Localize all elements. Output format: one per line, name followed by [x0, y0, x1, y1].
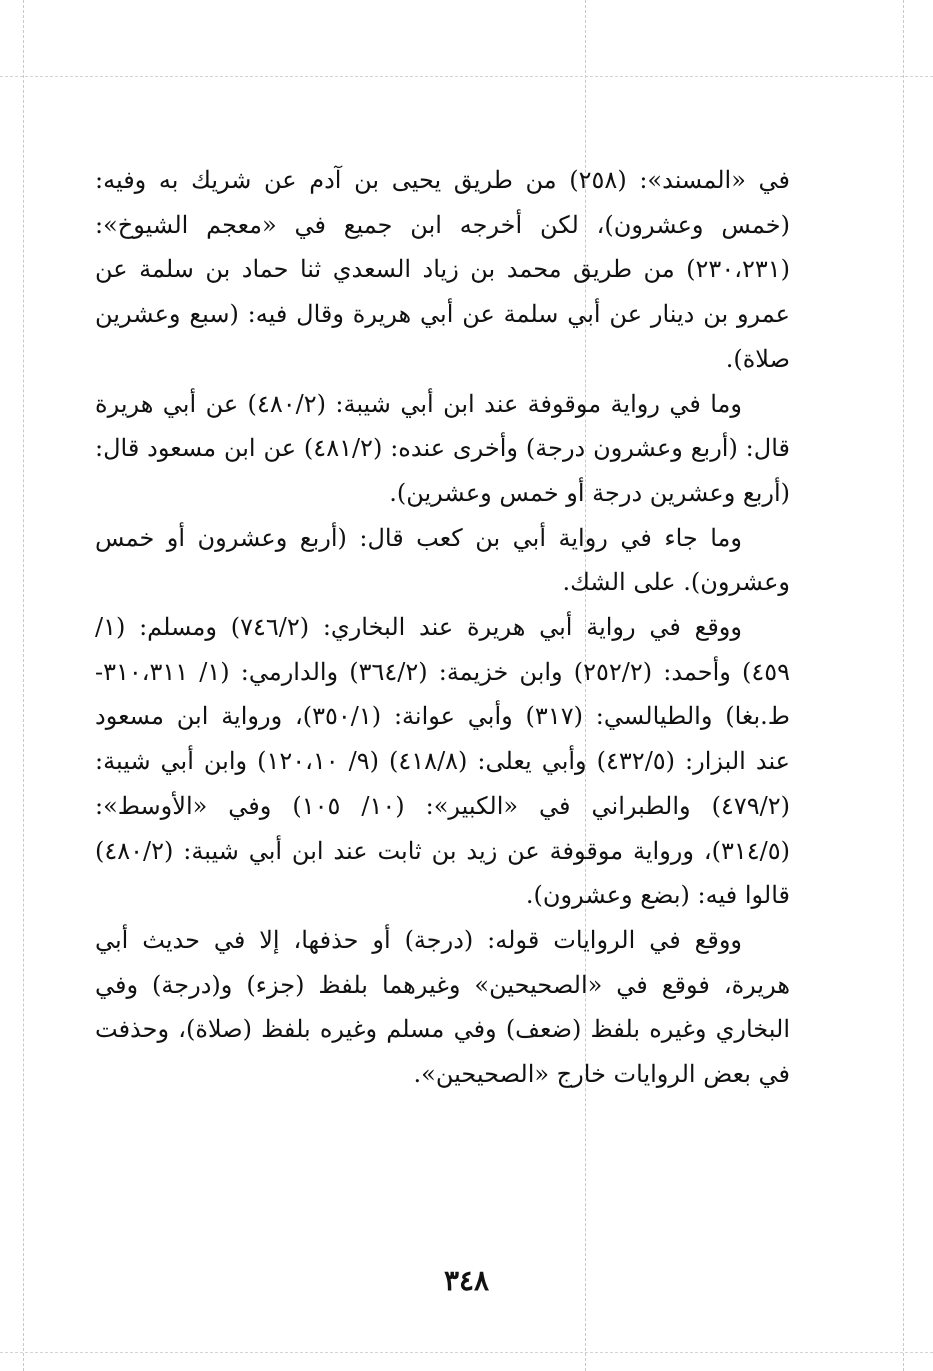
paragraph-ubayy: وما جاء في رواية أبي بن كعب قال: (أربع وعشرون أو خمس وعشرون). على الشك. [95, 523, 790, 597]
page-number: ٣٤٨ [443, 1264, 490, 1297]
paragraph-mawquf: وما في رواية موقوفة عند ابن أبي شيبة: (٤٨٠/٢) عن أبي هريرة قال: (أربع وعشرون درجة) وأخرى عنده: (٤٨١/٢) عن ابن مسعود قال: (أربع وعشرين درجة أو خمس وعشرين). [95, 389, 790, 507]
paragraph-continuation: في «المسند»: (٢٥٨) من طريق يحيى بن آدم عن شريك به وفيه: (خمس وعشرون)، لكن أخرجه ابن جميع في «معجم الشيوخ»: (٢٣٠،٢٣١) من طريق محمد بن زياد السعدي ثنا حماد بن سلمة عن عمرو بن دينار عن أبي سلمة عن أبي هريرة وقال فيه: (سبع وعشرين صلاة). [95, 166, 791, 373]
page-body [95, 158, 790, 1097]
margin-guide-right [903, 0, 904, 1371]
bottom-guide [0, 1352, 933, 1353]
paragraph-references: ووقع في رواية أبي هريرة عند البخاري: (٧٤٦/٢) ومسلم: (١/ ٤٥٩) وأحمد: (٢٥٢/٢) وابن خزيمة: (٣٦٤/٢) والدارمي: (١/ ٣١٠،٣١١-ط.بغا) والطيالسي: (٣١٧) وأبي عوانة: (٣٥٠/١)، ورواية ابن مسعود عند البزار: (٤٣٢/٥) وأبي يعلى: (٤١٨/٨) (٩/ ١٢٠،١٠) وابن أبي شيبة: (٤٧٩/٢) والطبراني في «الكبير»: (١٠/ ١٠٥) وفي «الأوسط»: (٣١٤/٥)، ورواية موقوفة عن زيد بن ثابت عند ابن أبي شيبة: (٤٨٠/٢) قالوا فيه: (بضع وعشرون). [95, 613, 791, 910]
margin-guide-left [23, 0, 24, 1371]
paragraph-wording: ووقع في الروايات قوله: (درجة) أو حذفها، إلا في حديث أبي هريرة، فوقع في «الصحيحين» وغيرهما بلفظ (جزء) و(درجة) وفي البخاري وغيره بلفظ (ضعف) وفي مسلم وغيره بلفظ (صلاة)، وحذفت في بعض الروايات خارج «الصحيحين». [95, 925, 790, 1089]
top-guide [0, 76, 933, 77]
